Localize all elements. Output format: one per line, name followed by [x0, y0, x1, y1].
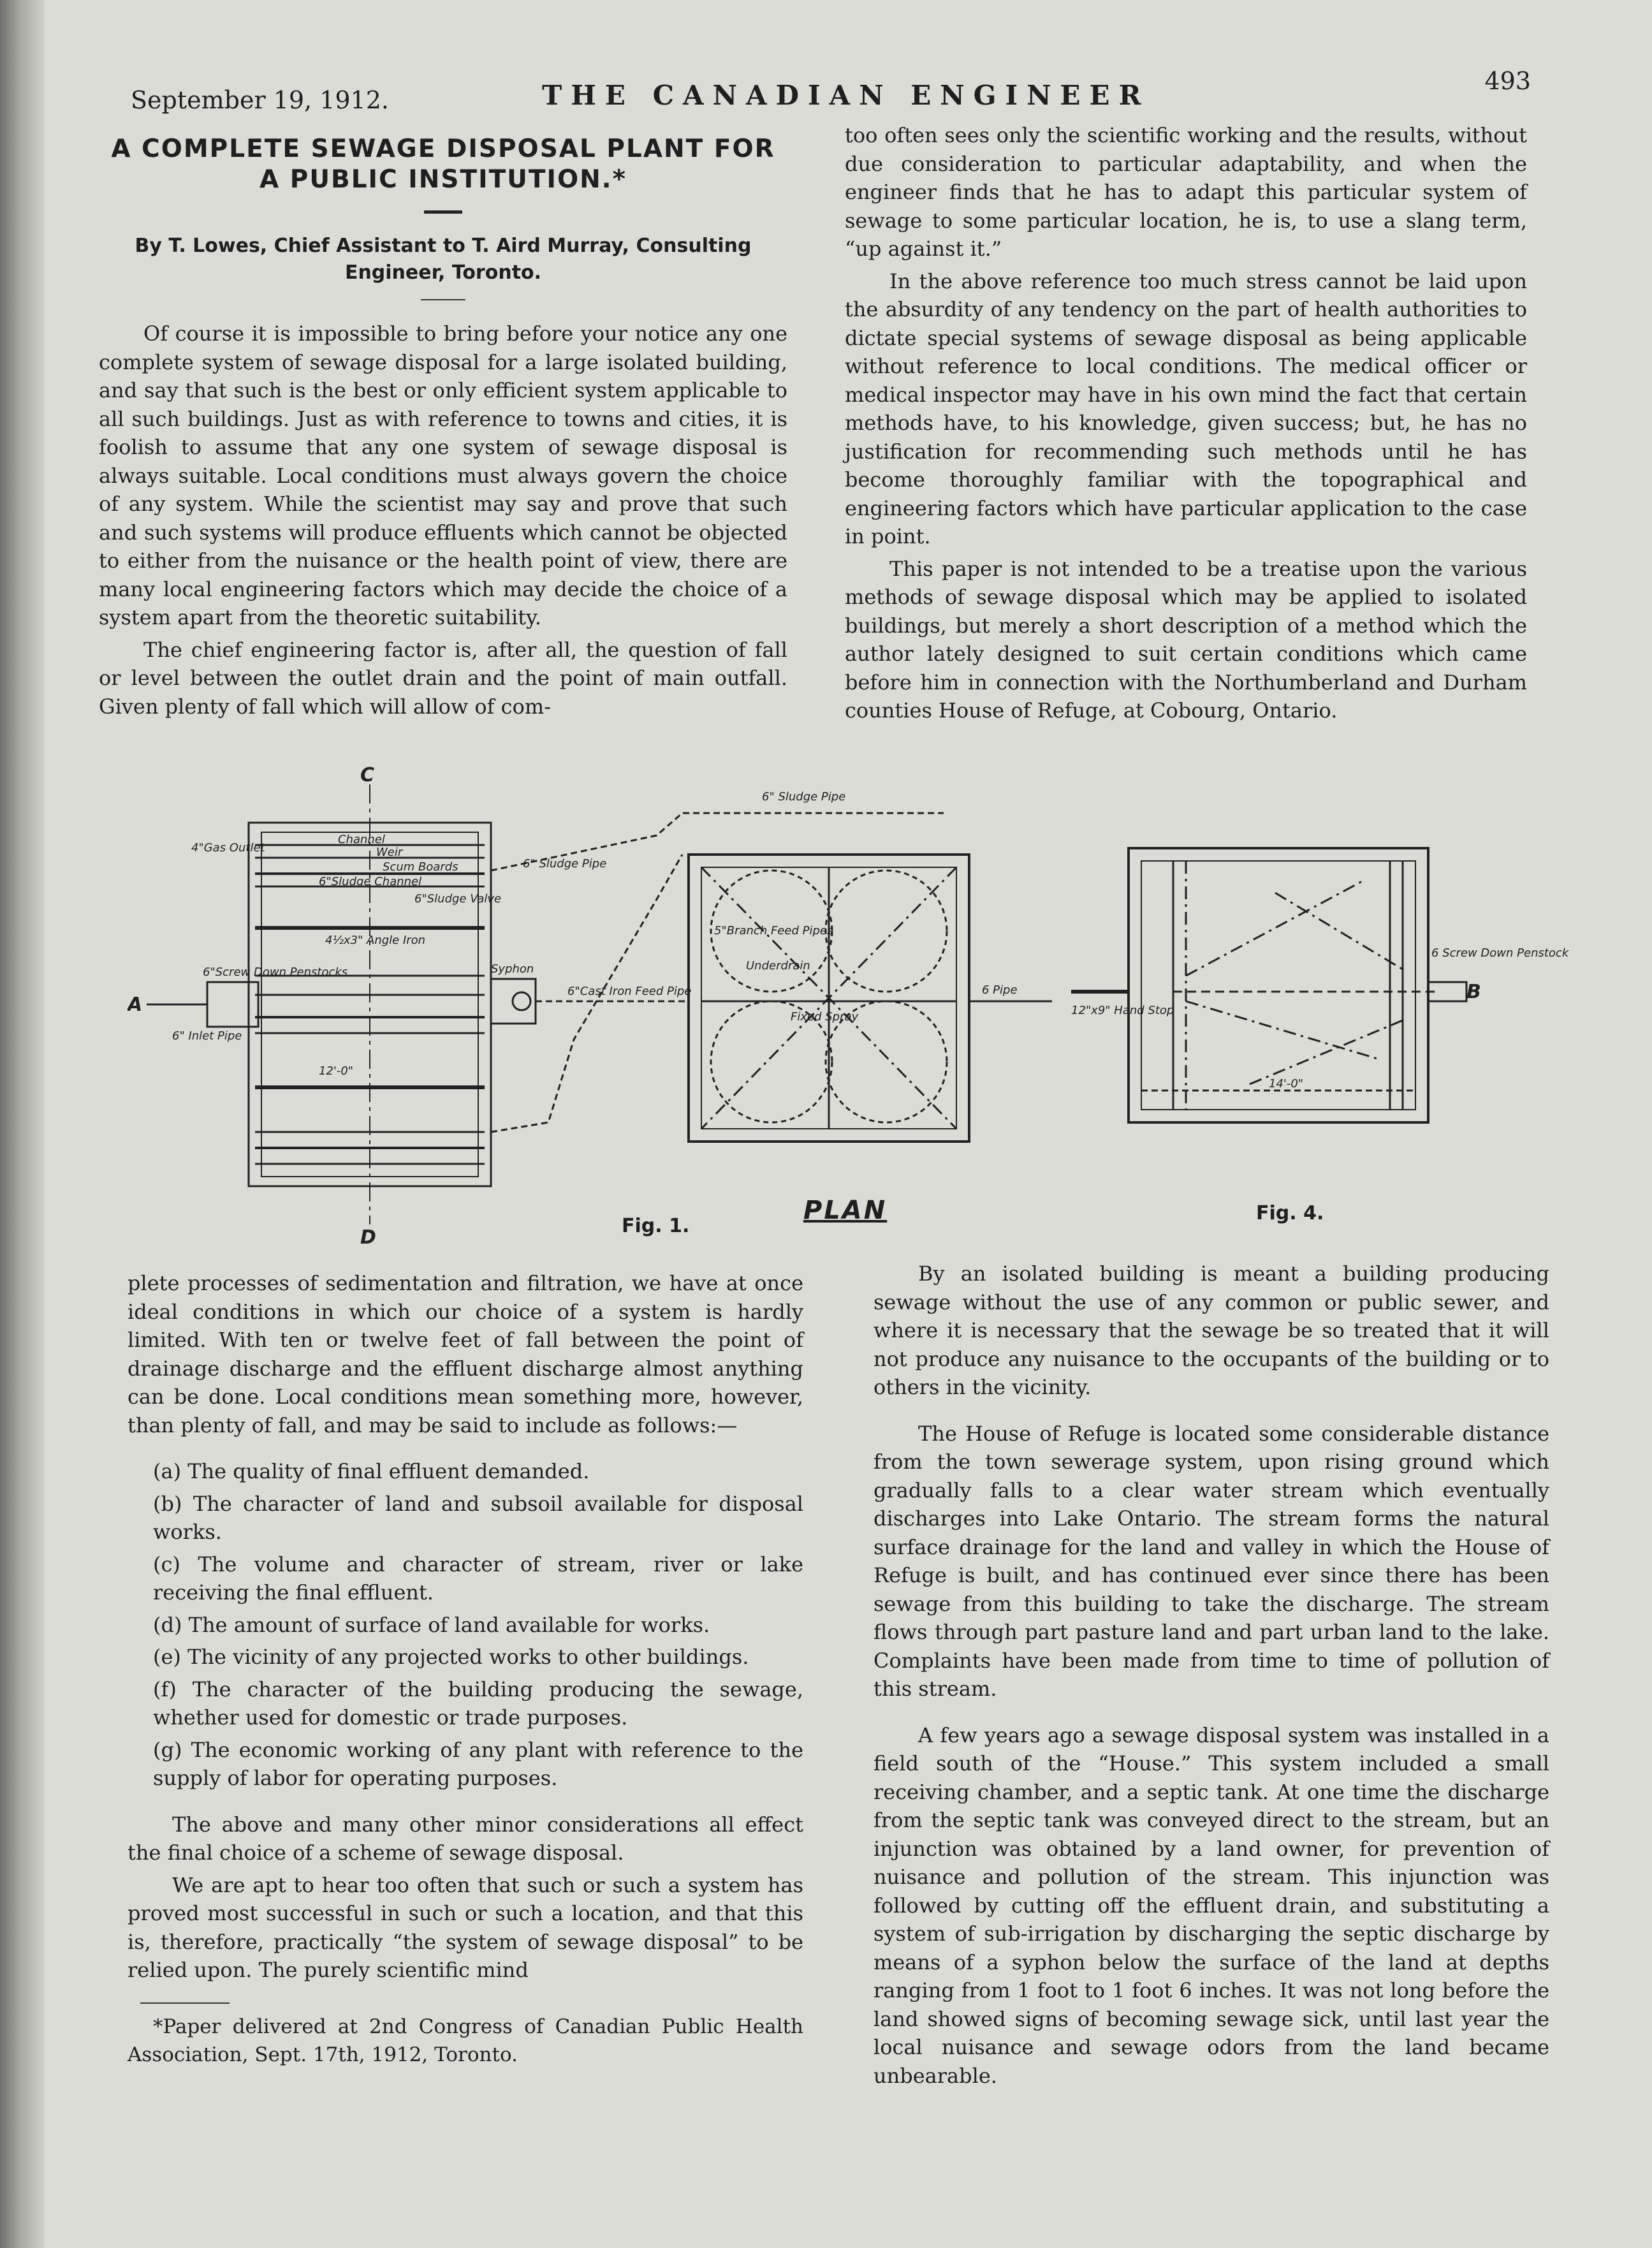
plan-drawing: [128, 765, 1607, 1250]
cast-iron-feed-label: 6"Cast Iron Feed Pipe: [567, 985, 692, 998]
dim-12-label: 12'-0": [319, 1064, 354, 1078]
figure-plan: [128, 765, 1607, 1250]
list-item: (g) The economic working of any plant with reference to the supply of labor for operating purposes.: [153, 1737, 803, 1790]
byline-rule: [421, 299, 465, 300]
book-spine-shadow: [0, 0, 45, 2248]
inlet-pipe-label: 6" Inlet Pipe: [172, 1029, 242, 1043]
paragraph: The chief engineering factor is, after all, the question of fall or level between the outlet drain and the point of main outfall. Given plenty of fall which will allow of com-: [99, 637, 787, 719]
title-rule: [424, 210, 462, 214]
column-1-bottom: [128, 1269, 803, 2069]
section-d-label: D: [360, 1226, 376, 1249]
paragraph: We are apt to hear too often that such or such a system has proved most successful in such or such a location, and that this is, therefore, practically “the system of sewage disposal” to be relied upon. The purely scientific mind: [128, 1872, 803, 1982]
plan-label: PLAN: [803, 1196, 888, 1225]
list-item: (e) The vicinity of any projected works to other buildings.: [153, 1645, 749, 1669]
column-2-top: [845, 121, 1527, 729]
journal-title: THE CANADIAN ENGINEER: [542, 80, 1150, 111]
byline-line-1: By T. Lowes, Chief Assistant to T. Aird Murray, Consulting: [135, 235, 752, 257]
article-title: [99, 134, 787, 195]
page-number: 493: [1484, 67, 1531, 95]
byline: [99, 233, 787, 286]
paragraph: The above and many other minor considerations all effect the final choice of a scheme of sewage disposal.: [128, 1812, 803, 1865]
dim-14-label: 14'-0": [1269, 1077, 1304, 1091]
fixed-spray-label: Fixed Spray: [791, 1010, 859, 1024]
sludge-channel-label: 6"Sludge Channel: [319, 875, 422, 888]
paragraph: Of course it is impossible to bring before your notice any one complete system of sewage disposal for a large isolated building, and say that such is the best or only efficient system applicable to all such buildings. Just as with reference to towns and cities, it is foolish to assume that any one system of sewage disposal is always suitable. Local conditions must always govern the choice of any system. While the scientist may say and prove that such and such systems will produce effluents which cannot be objected to either from the nuisance or the health point of view, there are many local engineering factors which may decide the choice of a system apart from the theoretic suitability.: [99, 321, 787, 629]
title-line-2: A PUBLIC INSTITUTION.*: [259, 165, 627, 194]
list-item: (a) The quality of final effluent demanded.: [153, 1459, 590, 1483]
paragraph: In the above reference too much stress cannot be laid upon the absurdity of any tendency on the part of health authorities to dictate special systems of sewage disposal as being applicable without reference to local conditions. The medical officer or medical inspector may have in his own mind the fact that certain methods have, to his knowledge, given success; but, he has no justification for recommending such methods until he has become thoroughly familiar with the topographical and engineering factors which have particular application to the case in point.: [845, 268, 1527, 548]
section-b-label: B: [1466, 981, 1481, 1003]
screw-penstock-label: 6 Screw Down Penstock: [1431, 946, 1569, 960]
sludge-valve-label: 6"Sludge Valve: [414, 892, 502, 906]
paragraph: The House of Refuge is located some considerable distance from the town sewerage system, upon rising ground which gradually falls to a clear water stream which eventually discharges into Lake Ontario. The stream forms the natural surface drainage for the land and valley in which the House of Refuge is built, and has continued ever since there has been sewage from this building to take the discharge. The stream flows through part pasture land and part urban land to the lake. Complaints have been made from time to time of pollution of this stream.: [874, 1421, 1549, 1701]
angle-iron-label: 4½x3" Angle Iron: [325, 934, 426, 947]
underdrain-label: Underdrain: [746, 959, 810, 973]
section-a-label: A: [128, 994, 143, 1016]
footnote-rule: [140, 2002, 230, 2004]
footnote: *Paper delivered at 2nd Congress of Canadian Public Health Association, Sept. 17th, 1912, Toronto.: [128, 2015, 803, 2066]
sludge-pipe-label: 6" Sludge Pipe: [523, 857, 607, 871]
section-c-label: C: [360, 765, 375, 786]
paragraph: A few years ago a sewage disposal system was installed in a field south of the “House.” This system included a small receiving chamber, and a septic tank. At one time the discharge from the septic tank was conveyed direct to the stream, but an injunction was obtained by a land owner, for prevention of nuisance and pollution of the stream. This injunction was followed by cutting off the effluent drain, and substituting a system of sub-irrigation by discharging the septic discharge by means of a syphon below the surface of the land at depths ranging from 1 foot to 1 foot 6 inches. It was not long before the land showed signs of becoming sewage sick, until last year the local nuisance and sewage odors from the land became unbearable.: [874, 1723, 1549, 2088]
sludge-pipe-top-label: 6" Sludge Pipe: [762, 790, 846, 804]
list-item: (d) The amount of surface of land available for works.: [153, 1612, 710, 1637]
list-item: (b) The character of land and subsoil available for disposal works.: [153, 1491, 803, 1544]
list-item: (f) The character of the building producing the sewage, whether used for domestic or trade purposes.: [153, 1677, 803, 1730]
hand-stop-label: 12"x9" Hand Stop: [1071, 1004, 1174, 1017]
scum-boards-label: Scum Boards: [383, 860, 458, 874]
issue-date: September 19, 1912.: [131, 86, 389, 114]
channel-label: Channel: [338, 833, 385, 846]
paragraph: This paper is not intended to be a treatise upon the various methods of sewage disposal which may be applied to isolated buildings, but merely a short description of a method which the author lately designed to suit certain conditions which came before him in connection with the Northumberland and Durham counties House of Refuge, at Cobourg, Ontario.: [845, 556, 1527, 723]
paragraph: By an isolated building is meant a building producing sewage without the use of any common or public sewer, and where it is necessary that the sewage be so treated that it will not produce any nuisance to the occupants of the building or to others in the vicinity.: [874, 1261, 1549, 1399]
syphon-label: Syphon: [491, 962, 534, 976]
running-head: [128, 61, 1550, 112]
six-pipe-label: 6 Pipe: [982, 983, 1018, 997]
paragraph: plete processes of sedimentation and filtration, we have at once ideal conditions in which our choice of a system is hardly limited. With ten or twelve feet of fall between the point of drainage discharge and the effluent discharge almost anything can be done. Local conditions mean something more, however, than plenty of fall, and may be said to include as follows:—: [128, 1271, 803, 1437]
column-1-top: [99, 134, 787, 724]
byline-line-2: Engineer, Toronto.: [344, 261, 542, 284]
list-item: (c) The volume and character of stream, river or lake receiving the final effluent.: [153, 1552, 803, 1605]
branch-feed-label: 5"Branch Feed Pipes: [714, 924, 833, 937]
fig1-caption: Fig. 1.: [622, 1215, 690, 1237]
gas-outlet-label: 4"Gas Outlet: [191, 841, 265, 855]
title-line-1: A COMPLETE SEWAGE DISPOSAL PLANT FOR: [111, 135, 775, 163]
penstocks-label: 6"Screw Down Penstocks: [203, 966, 348, 979]
paragraph: too often sees only the scientific working and the results, without due consideration to particular adaptability, and when the engineer finds that he has to adapt this particular system of sewage to some particular location, he is, to use a slang term, “up against it.”: [845, 123, 1527, 261]
column-2-bottom: [874, 1260, 1549, 2094]
fig4-caption: Fig. 4.: [1256, 1202, 1324, 1224]
weir-label: Weir: [376, 846, 403, 859]
